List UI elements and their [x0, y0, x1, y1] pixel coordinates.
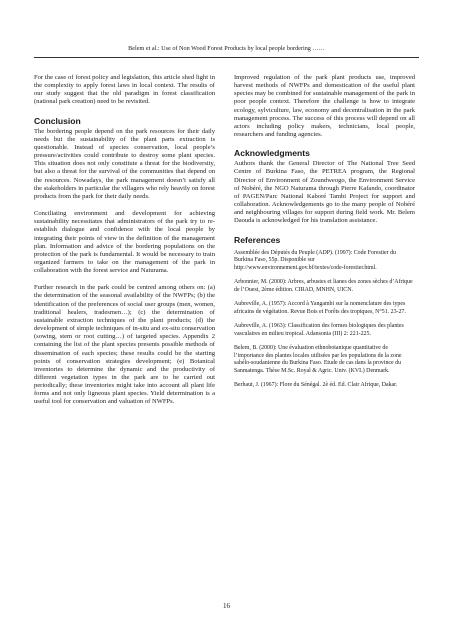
conclusion-paragraph: Further research in the park could be centred among others on: (a) the determination of the seasonal availability of the NWFPs; (b) the identification of the preferences of social user groups (men, women, traditional healers, tradesmen…); (c) the determination of sustainable extraction techniques of the plant products; (d) the development of simple techniques of in-situ and ex-situ conservation (sowing, stem or root cutting…) of targeted species. Appendix 2 containing the list of the plant species presents possible methods of dissemination of each species; these results could be the starting points of conservation strategies development; (e) Botanical inventories to determine the dynamic and the productivity of different vegetation types in the park are to be carried out periodically; these inventories might take into account all plant life forms and not only ligneous plant species. Yield determination is a useful tool for conservation and valuation of NWFPs.	[34, 284, 215, 406]
conclusion-heading: Conclusion	[34, 115, 81, 126]
continued-paragraph: Improved regulation of the park plant products use, improved harvest methods of NWFPs and domestication of the useful plant species may be combined for sustainable management of the park in poor people context. Therefore the challenge is how to integrate ecology, sylviculture, law, economy and decentralisation in the park management process. The success of this process will depend on all actors including policy makers, technicians, local people, researchers and funding agencies.	[234, 74, 415, 139]
references-heading: References	[234, 234, 281, 245]
reference-item: Arbonnier, M. (2000): Arbres, arbustes et lianes des zones sèches d’Afrique de l’Ouest, 2ème édition. CIRAD, MNHN, UICN.	[234, 279, 413, 293]
reference-item: Assemblée des Députés du Peuple (ADP). (1997): Code Forestier du Burkina Faso, 55p. Disponible sur http://www.environnement.gov.bf/textes/code-forestier.html.	[234, 249, 396, 271]
conclusion-paragraph: The bordering people depend on the park resources for their daily needs but the sustainability of the plant parts extraction is questionable. Instead of species conservation, local people’s pressure/activities could contribute to destroy some plant species. This situation does not only constitute a threat for the biodiversity, but also a threat for the survival of the communities that depend on the resources. Nowadays, the park management doesn’t satisfy all the stakeholders in particular the villagers who rely heavily on forest products from the park for their daily needs.	[34, 127, 215, 200]
acknowledgments-paragraph: Authors thank the General Director of The National Tree Seed Centre of Burkina Faso, the PETREA program, the Regional Director of Environment of Zoundweogo, the Environment Service of Nobéré, the NGO Naturama through Pierre Kafando, coordinator of PAGEN/Parc National Kaboré Tambi Project for support and collaboration. Acknowledgements go to the many people of Nobéré and neighbouring villages for support during field work. Mr. Belem Daouda is acknowledged for his translation assistance.	[234, 160, 415, 225]
reference-item: Aubreville, A. (1957): Accord à Yangambi sur la nomenclature des types africains de végétation. Revue Bois et Forêts des tropiques, N°51. 23-27.	[234, 301, 406, 315]
acknowledgments-heading: Acknowledgments	[234, 148, 310, 159]
intro-paragraph: For the case of forest policy and legislation, this article shed light in the complexity to apply forest laws in local context. The results of our study suggest that the old paradigm in forest classification (national park creation) need to be revisited.	[34, 74, 215, 106]
running-header: Belem et al.: Use of Non Wood Forest Products by local people bordering ……	[128, 45, 325, 52]
header-divider	[34, 57, 419, 58]
conclusion-paragraph: Conciliating environment and development for achieving sustainability necessitates that administrators of the park try to re-establish dialogue and confidence with the local people by integrating their points of view in the definition of the management plan. Information and advice of the bordering populations on the protection of the park is fundamental. It would be necessary to train organized farmers to take on the management of the park in collaboration with the forest service and Naturama.	[34, 210, 215, 275]
page-number: 16	[223, 602, 230, 610]
left-column	[34, 74, 215, 416]
reference-item: Belem, B. (2000): Une évaluation ethnobotanique quantitative de l’importance des plantes locales utilisées par les populations de la zone sahélo-soudanienne du Burkina Faso. Etude de cas dans la province du Sanmatenga. Thèse M.Sc. Royal & Agric. Univ. (KVL) Denmark.	[234, 344, 402, 374]
reference-item: Aubreville, A. (1963): Classification des formes biologiques des plantes vasculaires en milieu tropical. Adansonia (III) 2: 221-225.	[234, 322, 404, 337]
right-column	[234, 74, 415, 396]
reference-item: Berhaut, J. (1967): Flore du Sénégal. 2è éd. Ed. Clair Afrique, Dakar.	[234, 382, 398, 389]
